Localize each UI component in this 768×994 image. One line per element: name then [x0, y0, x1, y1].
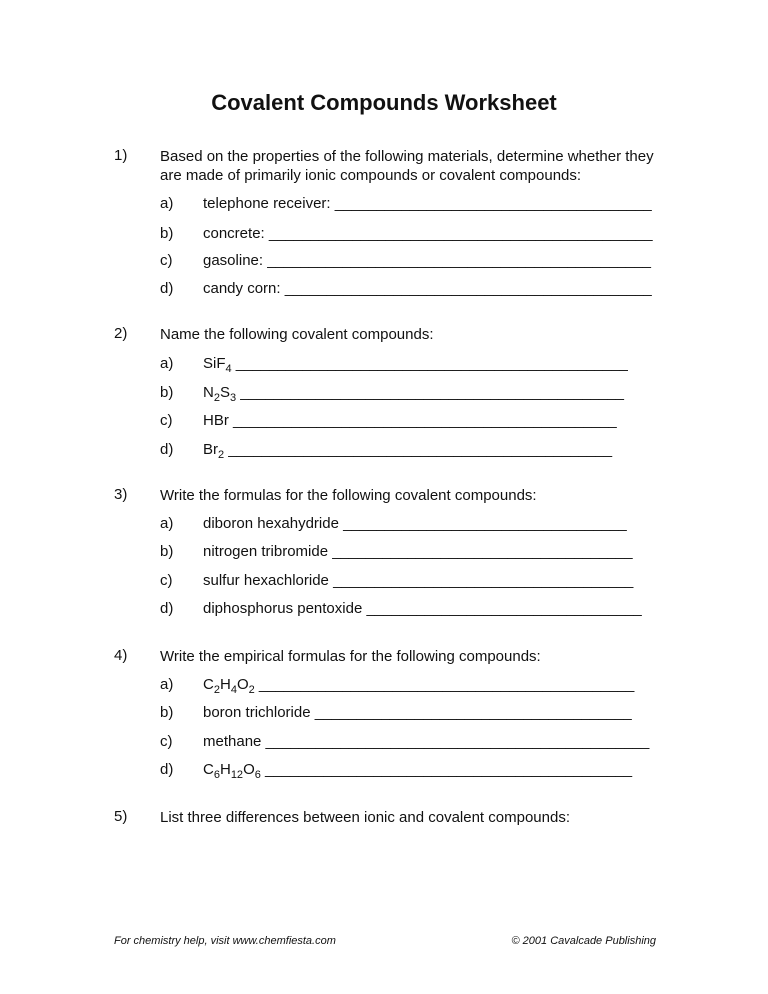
question-4-number: 4) [114, 647, 128, 664]
answer-blank: ______________________________________________ [236, 384, 625, 401]
item-label: c) [160, 572, 173, 589]
item-text: boron trichloride ______________________________________ [203, 704, 632, 721]
item-label: b) [160, 225, 174, 242]
item-label: d) [160, 280, 174, 297]
formula-symbol: C [203, 761, 214, 778]
item-label: a) [160, 676, 174, 693]
item-label: c) [160, 733, 173, 750]
formula-subscript: 2 [218, 449, 225, 461]
answer-blank: ______________________________________________ [228, 412, 617, 429]
answer-blank: _______________________________________________ [231, 355, 628, 372]
item-label: d) [160, 761, 174, 778]
formula-symbol: O [243, 761, 255, 778]
formula-subscript: 12 [230, 769, 244, 781]
item-label: c) [160, 252, 173, 269]
question-2-number: 2) [114, 325, 128, 342]
question-3-number: 3) [114, 486, 128, 503]
item-text: gasoline: ______________________________________________ [203, 252, 651, 269]
item-label: a) [160, 355, 174, 372]
item-label: b) [160, 543, 174, 560]
formula-subscript: 6 [213, 769, 220, 781]
item-formula [203, 412, 617, 429]
item-text: diboron hexahydride __________________________________ [203, 515, 627, 532]
item-text: methane ______________________________________________ [203, 733, 650, 750]
item-formula [203, 676, 635, 696]
formula-symbol: Br [203, 441, 218, 458]
formula-subscript: 2 [213, 684, 220, 696]
formula-symbol: H [219, 676, 231, 693]
formula-symbol: H [219, 761, 231, 778]
formula-symbol: HBr [203, 412, 229, 429]
footer-help-text: For chemistry help, visit www.chemfiesta.com [114, 935, 336, 947]
formula-symbol: S [219, 384, 230, 401]
item-text: sulfur hexachloride ____________________________________ [203, 572, 634, 589]
question-2-prompt: Name the following covalent compounds: [160, 326, 434, 343]
question-4-prompt: Write the empirical formulas for the following compounds: [160, 648, 541, 665]
item-text: concrete: ______________________________________________ [203, 225, 653, 242]
footer-copyright: © 2001 Cavalcade Publishing [511, 935, 656, 947]
formula-subscript: 4 [225, 363, 232, 375]
item-label: a) [160, 195, 174, 212]
item-formula [203, 761, 633, 781]
question-1-number: 1) [114, 147, 128, 164]
item-text: nitrogen tribromide ____________________________________ [203, 543, 633, 560]
item-label: d) [160, 441, 174, 458]
formula-subscript: 2 [248, 684, 255, 696]
page-title: Covalent Compounds Worksheet [211, 90, 557, 115]
formula-symbol: Si [203, 355, 217, 372]
formula-subscript: 6 [254, 769, 261, 781]
item-label: a) [160, 515, 174, 532]
formula-subscript: 2 [213, 392, 220, 404]
answer-blank: ______________________________________________ [224, 441, 613, 458]
question-5-prompt: List three differences between ionic and covalent compounds: [160, 809, 570, 826]
item-text: diphosphorus pentoxide _________________________________ [203, 600, 642, 617]
formula-symbol: O [236, 676, 249, 693]
formula-symbol: F [216, 355, 226, 372]
question-3-prompt: Write the formulas for the following covalent compounds: [160, 487, 537, 504]
question-1-prompt: Based on the properties of the following materials, determine whether they are made of primarily ionic compounds or covalent compounds: [160, 148, 654, 184]
formula-subscript: 3 [229, 392, 237, 404]
answer-blank: _____________________________________________ [254, 676, 635, 693]
formula-symbol: C [203, 676, 214, 693]
question-5-number: 5) [114, 808, 128, 825]
item-label: b) [160, 384, 174, 401]
item-formula [203, 384, 625, 404]
item-label: c) [160, 412, 173, 429]
item-text: telephone receiver: ______________________________________ [203, 195, 652, 212]
item-formula [203, 355, 628, 375]
formula-subscript: 4 [230, 684, 237, 696]
item-label: d) [160, 600, 174, 617]
item-text: candy corn: ____________________________________________ [203, 280, 652, 297]
answer-blank: ____________________________________________ [260, 761, 633, 778]
item-formula [203, 441, 613, 461]
item-label: b) [160, 704, 174, 721]
formula-symbol: N [203, 384, 214, 401]
